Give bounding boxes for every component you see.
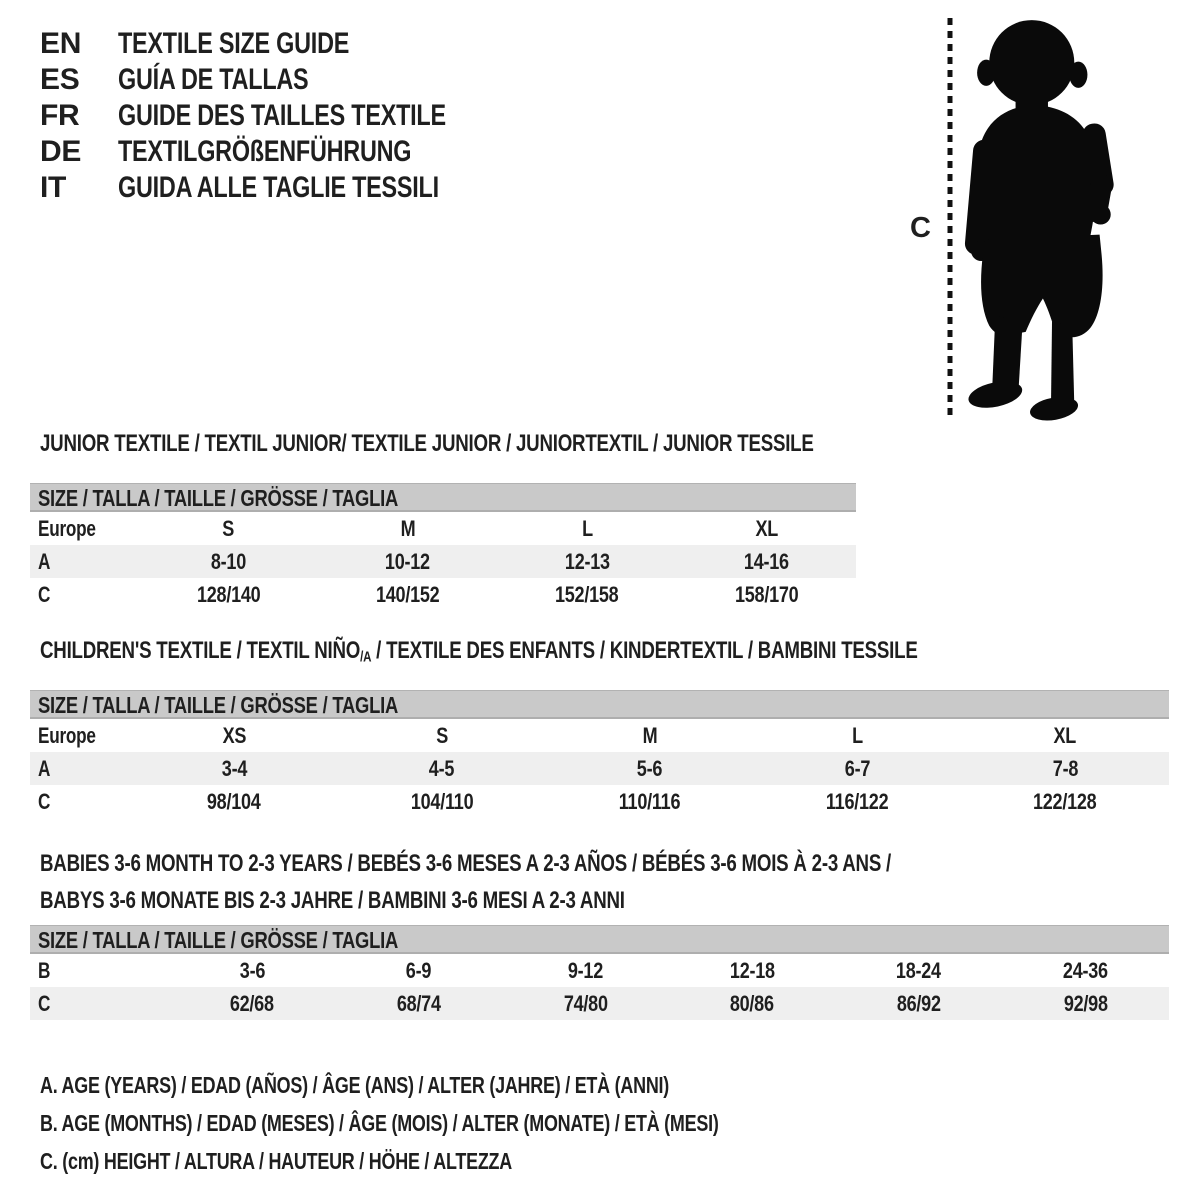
size-cell: XL — [1053, 723, 1077, 748]
table-row — [30, 512, 856, 545]
row-label: B — [38, 958, 51, 983]
babies-size-table — [30, 925, 1169, 1020]
size-cell: L — [581, 516, 593, 541]
size-cell: 8-10 — [211, 549, 247, 574]
size-cell: 6-9 — [406, 958, 432, 983]
toddler-silhouette-icon — [962, 12, 1140, 427]
size-cell: 122/128 — [1033, 789, 1097, 814]
size-cell: 104/110 — [410, 789, 474, 814]
size-cell: 158/170 — [734, 582, 799, 607]
list-item — [40, 62, 538, 98]
size-header-band: SIZE / TALLA / TAILLE / GRÖSSE / TAGLIA — [30, 925, 1169, 954]
size-cell: 7-8 — [1052, 756, 1078, 781]
size-cell: 152/158 — [555, 582, 619, 607]
guide-title: GUIDE DES TAILLES TEXTILE — [118, 99, 446, 132]
size-cell: S — [222, 516, 235, 541]
size-cell: 4-5 — [429, 756, 455, 781]
language-title-list — [40, 26, 538, 206]
size-cell: 12-18 — [729, 958, 775, 983]
legend-line-c: C. (cm) HEIGHT / ALTURA / HAUTEUR / HÖHE / ALTEZZA — [40, 1148, 512, 1174]
height-figure — [900, 10, 1180, 430]
size-cell: 62/68 — [230, 991, 275, 1016]
guide-title: TEXTILE SIZE GUIDE — [118, 27, 350, 60]
size-header-band: SIZE / TALLA / TAILLE / GRÖSSE / TAGLIA — [30, 690, 1169, 719]
table-row — [30, 719, 1169, 752]
row-label: Europe — [38, 516, 96, 541]
size-header-band: SIZE / TALLA / TAILLE / GRÖSSE / TAGLIA — [30, 483, 856, 512]
list-item — [40, 26, 538, 62]
row-label: C — [38, 789, 51, 814]
measurement-legend — [40, 1066, 910, 1180]
legend-line-b: B. AGE (MONTHS) / EDAD (MESES) / ÂGE (MOIS) / ALTER (MONATE) / ETÀ (MESI) — [40, 1110, 719, 1136]
size-cell: 9-12 — [567, 958, 604, 983]
row-label: Europe — [38, 723, 96, 748]
size-cell: 5-6 — [636, 756, 663, 781]
size-cell: 80/86 — [730, 991, 775, 1016]
children-section-title: CHILDREN'S TEXTILE / TEXTIL $NIÑO_{/A}$ / TEXTILE DES ENFANTS / KINDERTEXTIL / BAMBINI TESSILE — [40, 637, 918, 666]
list-item — [40, 134, 538, 170]
size-cell: 10-12 — [385, 549, 431, 574]
size-cell: 24-36 — [1062, 958, 1108, 983]
language-code: EN — [40, 27, 82, 60]
junior-section-title: JUNIOR TEXTILE / TEXTIL JUNIOR/ TEXTILE JUNIOR / JUNIORTEXTIL / JUNIOR TESSILE — [40, 430, 814, 457]
size-cell: 74/80 — [563, 991, 608, 1016]
size-cell: 3-4 — [221, 756, 247, 781]
language-code: IT — [40, 171, 67, 204]
nino-a-subscript: /A — [360, 649, 372, 666]
language-code: ES — [40, 63, 80, 96]
size-cell: 14-16 — [743, 549, 789, 574]
row-label: A — [38, 756, 51, 781]
size-cell: L — [851, 723, 863, 748]
row-label: C — [38, 582, 51, 607]
row-label: C — [38, 991, 51, 1016]
table-row — [30, 752, 1169, 785]
guide-title: GUIDA ALLE TAGLIE TESSILI — [118, 171, 439, 204]
size-cell: 86/92 — [896, 991, 941, 1016]
table-row — [30, 578, 856, 611]
list-item — [40, 170, 538, 206]
legend-line-a: A. AGE (YEARS) / EDAD (AÑOS) / ÂGE (ANS) / ALTER (JAHRE) / ETÀ (ANNI) — [40, 1072, 670, 1098]
size-cell: M — [400, 516, 416, 541]
table-row — [30, 954, 1169, 987]
size-cell: 98/104 — [207, 789, 261, 814]
size-cell: 92/98 — [1063, 991, 1108, 1016]
size-cell: 6-7 — [844, 756, 871, 781]
language-code: FR — [40, 99, 80, 132]
guide-title: TEXTILGRÖßENFÜHRUNG — [118, 135, 412, 168]
size-cell: 116/122 — [826, 789, 889, 814]
babies-section-title: BABIES 3-6 MONTH TO 2-3 YEARS / BEBÉS 3-6 MESES A 2-3 AÑOS / BÉBÉS 3-6 MOIS À 2-3 ANS / BABYS 3-6 MONATE BIS 2-3 JAHRE / BAMBINI 3-6 MESI A 2-3 ANNI — [40, 850, 892, 914]
table-row — [30, 987, 1169, 1020]
size-cell: 128/140 — [196, 582, 261, 607]
table-row — [30, 545, 856, 578]
list-item — [40, 98, 538, 134]
height-measure-line-icon — [946, 18, 954, 420]
size-cell: M — [642, 723, 657, 748]
size-cell: XS — [222, 723, 246, 748]
language-code: DE — [40, 135, 82, 168]
size-cell: S — [435, 723, 448, 748]
guide-title: GUÍA DE TALLAS — [118, 63, 309, 96]
size-cell: 140/152 — [376, 582, 440, 607]
size-cell: 68/74 — [396, 991, 441, 1016]
row-label: A — [38, 549, 51, 574]
size-cell: XL — [755, 516, 778, 541]
size-cell: 18-24 — [896, 958, 942, 983]
junior-size-table — [30, 483, 856, 611]
measure-c-label: C — [910, 212, 931, 244]
size-cell: 110/116 — [618, 789, 681, 814]
table-row — [30, 785, 1169, 818]
size-cell: 3-6 — [239, 958, 265, 983]
size-cell: 12-13 — [564, 549, 610, 574]
children-size-table — [30, 690, 1169, 818]
